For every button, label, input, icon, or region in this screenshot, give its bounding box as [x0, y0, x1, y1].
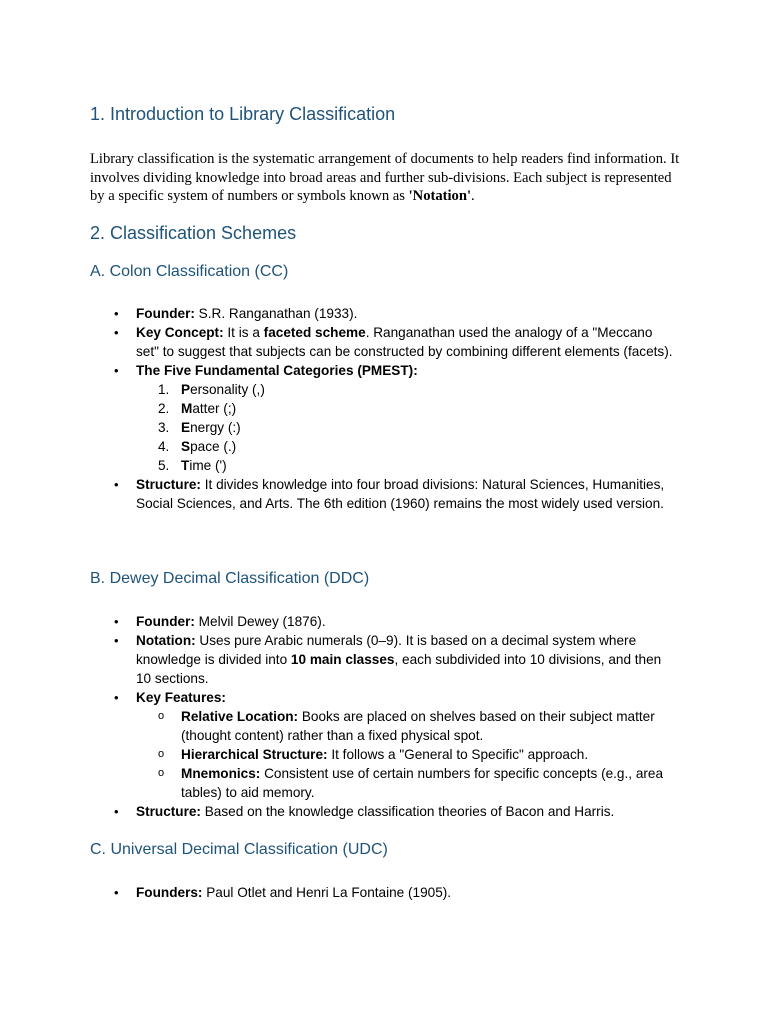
cc-bullet-list: [114, 304, 676, 513]
list-item: [114, 323, 676, 361]
features-label: Key Features:: [136, 690, 226, 705]
section-heading-schemes: 2. Classification Schemes: [90, 223, 297, 243]
section-heading-introduction: 1. Introduction to Library Classification: [90, 104, 396, 124]
feature-item: [136, 707, 676, 745]
bullet-icon: •: [114, 306, 119, 321]
category-letter: E: [181, 420, 191, 435]
subheading-universal-decimal: C. Universal Decimal Classification (UDC): [90, 841, 388, 858]
concept-text: It is a: [223, 325, 264, 340]
founder-text: Melvil Dewey (1876).: [194, 614, 326, 629]
list-item: [114, 688, 676, 802]
ddc-bullet-list: [114, 612, 676, 821]
founder-label: Founder:: [136, 614, 195, 629]
notation-text: , each subdivided into 10 divisions, and then 10 sections.: [136, 652, 662, 686]
list-item: [114, 361, 676, 475]
list-item: [114, 883, 676, 902]
feature-label: Mnemonics:: [181, 766, 261, 781]
item-number: 3.: [158, 420, 170, 435]
category-letter: P: [181, 382, 191, 397]
feature-text: Books are placed on shelves based on their subject matter (thought content) rather than a fixed physical spot.: [181, 709, 655, 743]
features-list: [136, 707, 676, 802]
pmest-label: The Five Fundamental Categories (PMEST):: [136, 363, 418, 378]
pmest-item: [136, 380, 676, 399]
feature-label: Relative Location:: [181, 709, 299, 724]
intro-end: .: [471, 188, 475, 204]
founder-text: S.R. Ranganathan (1933).: [194, 306, 358, 321]
pmest-item: [136, 437, 676, 456]
founder-label: Founder:: [136, 306, 195, 321]
item-number: 5.: [158, 458, 170, 473]
category-rest: ersonality (,): [190, 382, 265, 397]
feature-text: It follows a "General to Specific" approach.: [327, 747, 589, 762]
bullet-icon: •: [114, 633, 119, 648]
feature-item: [136, 764, 676, 802]
concept-text: . Ranganathan used the analogy of a "Meccano set" to suggest that subjects can be constructed by combining different elements (facets).: [136, 325, 673, 359]
list-item: [114, 802, 676, 821]
structure-label: Structure:: [136, 804, 201, 819]
feature-item: [136, 745, 676, 764]
structure-text: It divides knowledge into four broad divisions: Natural Sciences, Humanities, Social Sciences, and Arts. The 6th edition (1960) remains the most widely used version.: [136, 477, 665, 511]
category-letter: S: [181, 439, 191, 454]
bullet-icon: •: [114, 614, 119, 629]
bullet-icon: •: [114, 325, 119, 340]
subheading-colon-classification: A. Colon Classification (CC): [90, 263, 289, 280]
pmest-item: [136, 456, 676, 475]
pmest-list: [136, 380, 676, 475]
bullet-icon: •: [114, 477, 119, 492]
circle-bullet-icon: o: [158, 710, 165, 722]
list-item: [114, 304, 676, 323]
category-letter: M: [181, 401, 193, 416]
structure-text: Based on the knowledge classification theories of Bacon and Harris.: [200, 804, 615, 819]
concept-label: Key Concept:: [136, 325, 224, 340]
category-rest: nergy (:): [190, 420, 241, 435]
feature-label: Hierarchical Structure:: [181, 747, 328, 762]
intro-text: Library classification is the systematic arrangement of documents to help readers find information. It involves dividing knowledge into broad areas and further sub-divisions. Each subject is represented by a specific system of numbers or symbols known as: [90, 151, 680, 204]
bullet-icon: •: [114, 885, 119, 900]
category-letter: T: [181, 458, 190, 473]
feature-text: Consistent use of certain numbers for specific concepts (e.g., area tables) to aid memory.: [181, 766, 664, 800]
founders-text: Paul Otlet and Henri La Fontaine (1905).: [202, 885, 452, 900]
item-number: 1.: [158, 382, 170, 397]
founders-label: Founders:: [136, 885, 203, 900]
intro-paragraph: [90, 150, 680, 206]
item-number: 2.: [158, 401, 170, 416]
udc-bullet-list: [114, 883, 676, 902]
category-rest: atter (;): [192, 401, 237, 416]
bullet-icon: •: [114, 804, 119, 819]
item-number: 4.: [158, 439, 170, 454]
notation-text: Uses pure Arabic numerals (0–9). It is based on a decimal system where knowledge is divided into: [136, 633, 637, 667]
structure-label: Structure:: [136, 477, 201, 492]
notation-bold: 10 main classes: [290, 652, 395, 667]
pmest-item: [136, 399, 676, 418]
category-rest: ime ('): [189, 458, 227, 473]
category-rest: pace (.): [190, 439, 237, 454]
notation-label: Notation:: [136, 633, 196, 648]
circle-bullet-icon: o: [158, 748, 165, 760]
notation-term: 'Notation': [408, 188, 472, 204]
bullet-icon: •: [114, 690, 119, 705]
bullet-icon: •: [114, 363, 119, 378]
concept-bold: faceted scheme: [263, 325, 366, 340]
pmest-item: [136, 418, 676, 437]
circle-bullet-icon: o: [158, 767, 165, 779]
list-item: [114, 612, 676, 631]
list-item: [114, 631, 676, 688]
list-item: [114, 475, 676, 513]
subheading-dewey-decimal: B. Dewey Decimal Classification (DDC): [90, 570, 370, 587]
